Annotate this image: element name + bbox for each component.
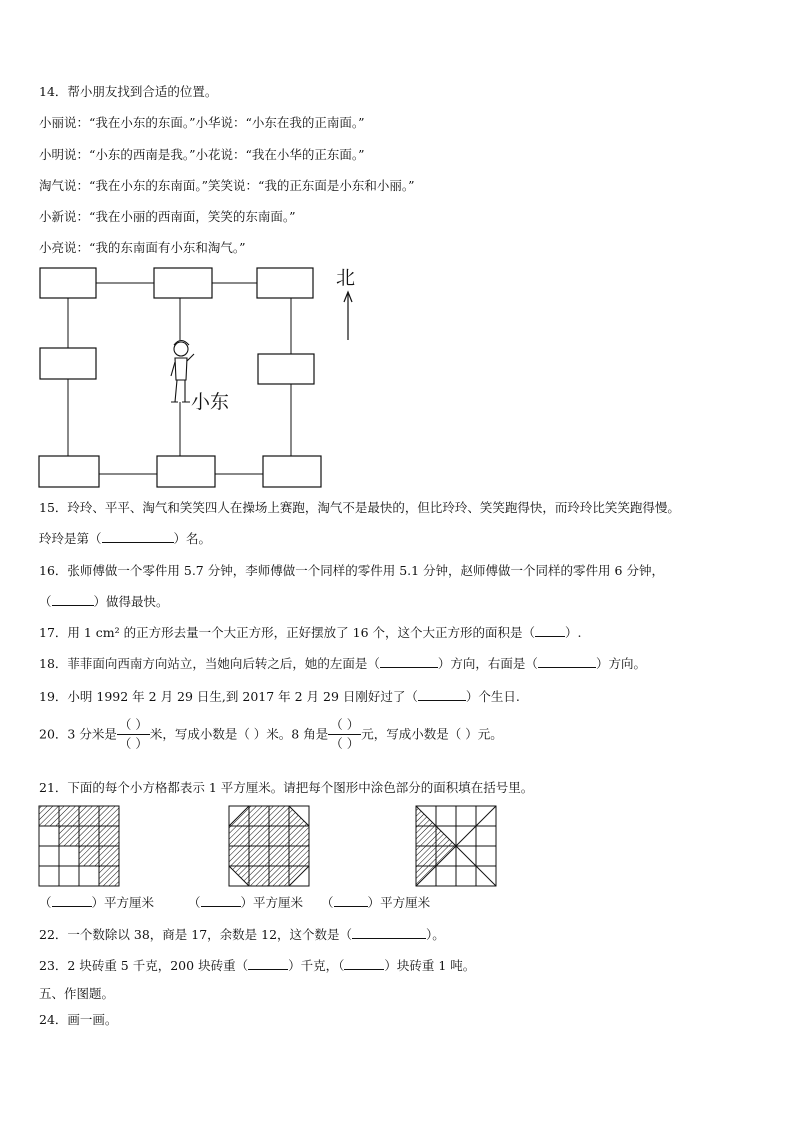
q23-text: 23．2 块砖重 5 千克，200 块砖重（ — [39, 958, 249, 973]
q20-fraction-1[interactable]: $\frac{( )}{( )}$ — [118, 717, 148, 751]
q20-fraction-2[interactable]: $\frac{( )}{( )}$ — [330, 717, 360, 751]
q21-unit-1: 平方厘米 — [104, 895, 155, 910]
q15-answer-line — [39, 531, 211, 547]
q21-figure-3 — [416, 806, 496, 886]
map-box-bottom-middle[interactable] — [157, 456, 215, 487]
q16-prefix: （ — [39, 594, 52, 609]
map-box-top-right[interactable] — [257, 268, 313, 298]
map-box-middle-left[interactable] — [40, 348, 96, 379]
q21-answer-blank-3[interactable] — [334, 895, 368, 907]
map-box-bottom-right[interactable] — [263, 456, 321, 487]
q17-suffix: ）. — [565, 625, 582, 640]
q16-answer-blank[interactable] — [52, 594, 94, 606]
q14-clue-5: 小亮说：“我的东南面有小东和淘气。” — [39, 240, 246, 255]
q21-title: 21．下面的每个小方格都表示 1 平方厘米。请把每个图形中涂色部分的面积填在括号里。 — [39, 780, 534, 795]
q19-suffix: ）个生日. — [465, 689, 520, 704]
q18-text: 18．菲菲面向西南方向站立，当她向后转之后，她的左面是（ — [39, 656, 380, 671]
q16-suffix: ）做得最快。 — [93, 594, 169, 609]
q21-answer-blank-1[interactable] — [52, 895, 92, 907]
map-box-bottom-left[interactable] — [39, 456, 99, 487]
person-label: 小东 — [191, 391, 230, 413]
q23-answer-blank-2[interactable] — [344, 958, 384, 970]
q21-figure-1 — [39, 806, 119, 886]
q14-clue-1: 小丽说：“我在小东的东面。”小华说：“小东在我的正南面。” — [39, 115, 365, 130]
q18-suffix: ）方向。 — [595, 656, 646, 671]
q24-title: 24．画一画。 — [39, 1012, 118, 1027]
q14-clue-2: 小明说：“小东的西南是我。”小花说：“我在小华的正东面。” — [39, 147, 365, 162]
q18-answer-blank-right[interactable] — [538, 656, 596, 668]
north-arrow-icon — [344, 292, 352, 340]
north-label: 北 — [336, 267, 356, 289]
q17-line — [39, 625, 581, 641]
section-heading: 五、作图题。 — [39, 986, 115, 1001]
q15-suffix: ）名。 — [173, 531, 212, 546]
q22-text: 22．一个数除以 38，商是 17，余数是 12，这个数是（ — [39, 927, 353, 942]
q15-answer-blank[interactable] — [102, 531, 174, 543]
q23-line — [39, 958, 475, 974]
q23-answer-blank-1[interactable] — [248, 958, 288, 970]
q22-suffix: ）。 — [426, 927, 445, 942]
q19-text: 19．小明 1992 年 2 月 29 日生,到 2017 年 2 月 29 日刚好过了（ — [39, 689, 418, 704]
q20-mid: 米，写成小数是（ ）米。8 角是 — [149, 726, 329, 742]
map-box-top-middle[interactable] — [154, 268, 212, 298]
q23-mid: ）千克，（ — [288, 958, 345, 973]
q20-suffix: 元，写成小数是（ ）元。 — [361, 726, 503, 742]
position-map — [36, 262, 366, 492]
q21-figure-2 — [229, 806, 309, 886]
q15-prefix: 玲玲是第（ — [39, 531, 102, 546]
q16-answer-line — [39, 594, 169, 610]
map-box-middle-right[interactable] — [258, 354, 314, 384]
q18-mid: ）方向，右面是（ — [437, 656, 538, 671]
q20-line — [39, 716, 503, 753]
q22-answer-blank[interactable] — [352, 927, 426, 939]
q15-text: 15．玲玲、平平、淘气和笑笑四人在操场上赛跑，淘气不是最快的，但比玲玲、笑笑跑得快，而玲玲比笑笑跑得慢。 — [39, 500, 680, 515]
q18-line — [39, 656, 646, 672]
q14-clue-3: 淘气说：“我在小东的东南面。”笑笑说：“我的正东面是小东和小丽。” — [39, 178, 415, 193]
q17-text: 17．用 1 cm² 的正方形去量一个大正方形，正好摆放了 16 个，这个大正方形的面积是（ — [39, 625, 535, 640]
map-box-top-left[interactable] — [40, 268, 96, 298]
q21-figures — [36, 800, 506, 890]
q19-line — [39, 689, 520, 705]
q23-suffix: ）块砖重 1 吨。 — [384, 958, 476, 973]
q21-unit-3: 平方厘米 — [380, 895, 431, 910]
q16-text: 16．张师傅做一个零件用 5.7 分钟，李师傅做一个同样的零件用 5.1 分钟，赵师傅做一个同样的零件用 6 分钟， — [39, 563, 664, 578]
q14-clue-4: 小新说：“我在小丽的西南面，笑笑的东南面。” — [39, 209, 296, 224]
q19-answer-blank[interactable] — [418, 689, 466, 701]
q14-title: 14．帮小朋友找到合适的位置。 — [39, 84, 218, 99]
q22-line — [39, 927, 445, 943]
q21-unit-2: 平方厘米 — [253, 895, 304, 910]
q17-answer-blank[interactable] — [535, 625, 565, 637]
q20-text: 20．3 分米是 — [39, 726, 117, 742]
q21-answers: （ ）平方厘米 （ ）平方厘米 （ ）平方厘米 — [39, 895, 431, 910]
q21-answer-blank-2[interactable] — [201, 895, 241, 907]
q18-answer-blank-left[interactable] — [380, 656, 438, 668]
